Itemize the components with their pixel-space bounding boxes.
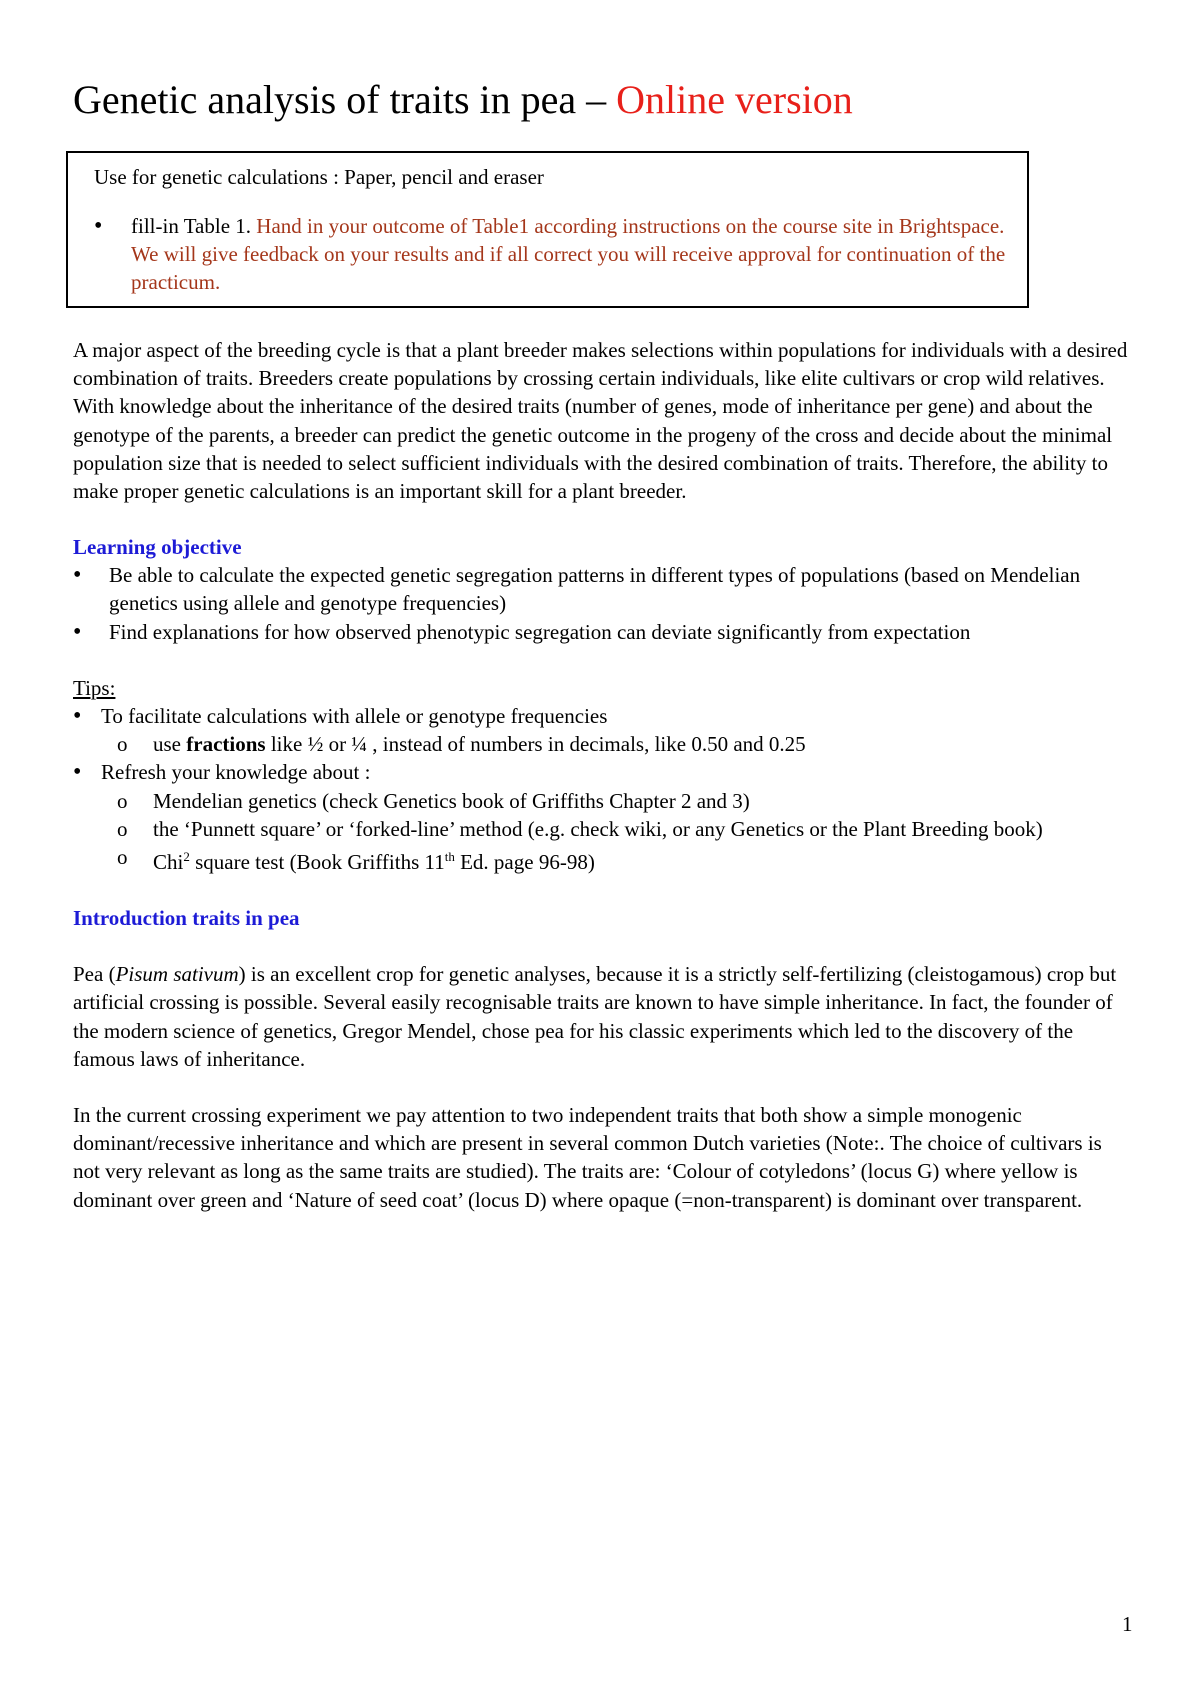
tips-subitem: o Mendelian genetics (check Genetics book of Griffiths Chapter 2 and 3) bbox=[153, 787, 1133, 815]
title-main: Genetic analysis of traits in pea – bbox=[73, 77, 617, 122]
sub-text: square test (Book Griffiths 11 bbox=[189, 850, 445, 875]
superscript: 2 bbox=[183, 849, 190, 865]
learning-objective-list bbox=[73, 561, 1133, 646]
body-content bbox=[73, 336, 1133, 1214]
tips-sublist bbox=[101, 787, 1133, 877]
para-text: Pea ( bbox=[73, 962, 116, 987]
instruction-colored: Hand in your outcome of Table1 according instructions on the course site in Brightspace. We will give feedback on your results and if all correct you will receive approval for continuation of the practicum. bbox=[131, 214, 1006, 294]
instruction-list bbox=[94, 212, 1015, 296]
tips-subitem bbox=[153, 843, 1133, 876]
tips-item-text: To facilitate calculations with allele or genotype frequencies bbox=[101, 704, 608, 729]
sub-text: use bbox=[153, 732, 187, 757]
para-text: ) is an excellent crop for genetic analyses, because it is a strictly self-fertilizing (cleistogamous) crop but artificial crossing is possible. Several easily recognisable traits are known to have simple inheritance. In fact, the founder of the modern science of genetics, Gregor Mendel, chose pea for his classic experiments which led to the discovery of the famous laws of inheritance. bbox=[73, 962, 1117, 1071]
uses-line: Use for genetic calculations : Paper, pencil and eraser bbox=[94, 165, 544, 189]
instruction-plain: fill-in Table 1. bbox=[131, 214, 257, 238]
intro-paragraph: A major aspect of the breeding cycle is that a plant breeder makes selections within populations for individuals with a desired combination of traits. Breeders create populations by crossing certain individuals, like elite cultivars or crop wild relatives. With knowledge about the inheritance of the desired traits (number of genes, mode of inheritance per gene) and about the genotype of the parents, a breeder can predict the genetic outcome in the progeny of the cross and decide about the minimal population size that is needed to select sufficient individuals with the desired combination of traits. Therefore, the ability to make proper genetic calculations is an important skill for a plant breeder. bbox=[73, 338, 1128, 504]
intro-traits-paragraph-1 bbox=[73, 960, 1133, 1073]
species-name: Pisum sativum bbox=[115, 962, 239, 987]
learning-item: • Be able to calculate the expected genetic segregation patterns in different types of populations (based on Mendelian genetics using allele and genotype frequencies) bbox=[109, 561, 1133, 617]
page-title bbox=[73, 70, 1133, 130]
tips-item bbox=[101, 702, 1133, 758]
instruction-item bbox=[131, 212, 1015, 296]
sub-bold: fractions bbox=[186, 732, 266, 757]
title-highlight: Online version bbox=[616, 77, 853, 122]
intro-traits-paragraph-2: In the current crossing experiment we pay attention to two independent traits that both show a simple monogenic dominant/recessive inheritance and which are present in several common Dutch varieties (Note:. The choice of cultivars is not very relevant as long as the same traits are studied). The traits are: ‘Colour of cotyledons’ (locus G) where yellow is dominant over green and ‘Nature of seed coat’ (locus D) where opaque (=non-transparent) is dominant over transparent. bbox=[73, 1103, 1102, 1212]
sub-text: Ed. page 96-98) bbox=[454, 850, 595, 875]
intro-traits-heading: Introduction traits in pea bbox=[73, 906, 300, 931]
page-number: 1 bbox=[1122, 1612, 1133, 1636]
sub-text: like ½ or ¼ , instead of numbers in decimals, like 0.50 and 0.25 bbox=[265, 732, 806, 757]
tips-item-text: Refresh your knowledge about : bbox=[101, 760, 371, 785]
tips-subitem: o the ‘Punnett square’ or ‘forked-line’ method (e.g. check wiki, or any Genetics or the Plant Breeding book) bbox=[153, 815, 1133, 843]
superscript: th bbox=[444, 849, 455, 865]
tips-item bbox=[101, 758, 1133, 876]
sub-text: Chi bbox=[153, 850, 184, 875]
learning-item: • Find explanations for how observed phenotypic segregation can deviate significantly from expectation bbox=[109, 618, 1133, 646]
tips-subitem bbox=[153, 730, 1133, 758]
document-page bbox=[73, 70, 1133, 1214]
instruction-box bbox=[66, 151, 1029, 308]
tips-heading: Tips: bbox=[73, 675, 116, 700]
learning-objective-heading: Learning objective bbox=[73, 535, 242, 560]
tips-list bbox=[73, 702, 1133, 876]
tips-sublist bbox=[101, 730, 1133, 758]
